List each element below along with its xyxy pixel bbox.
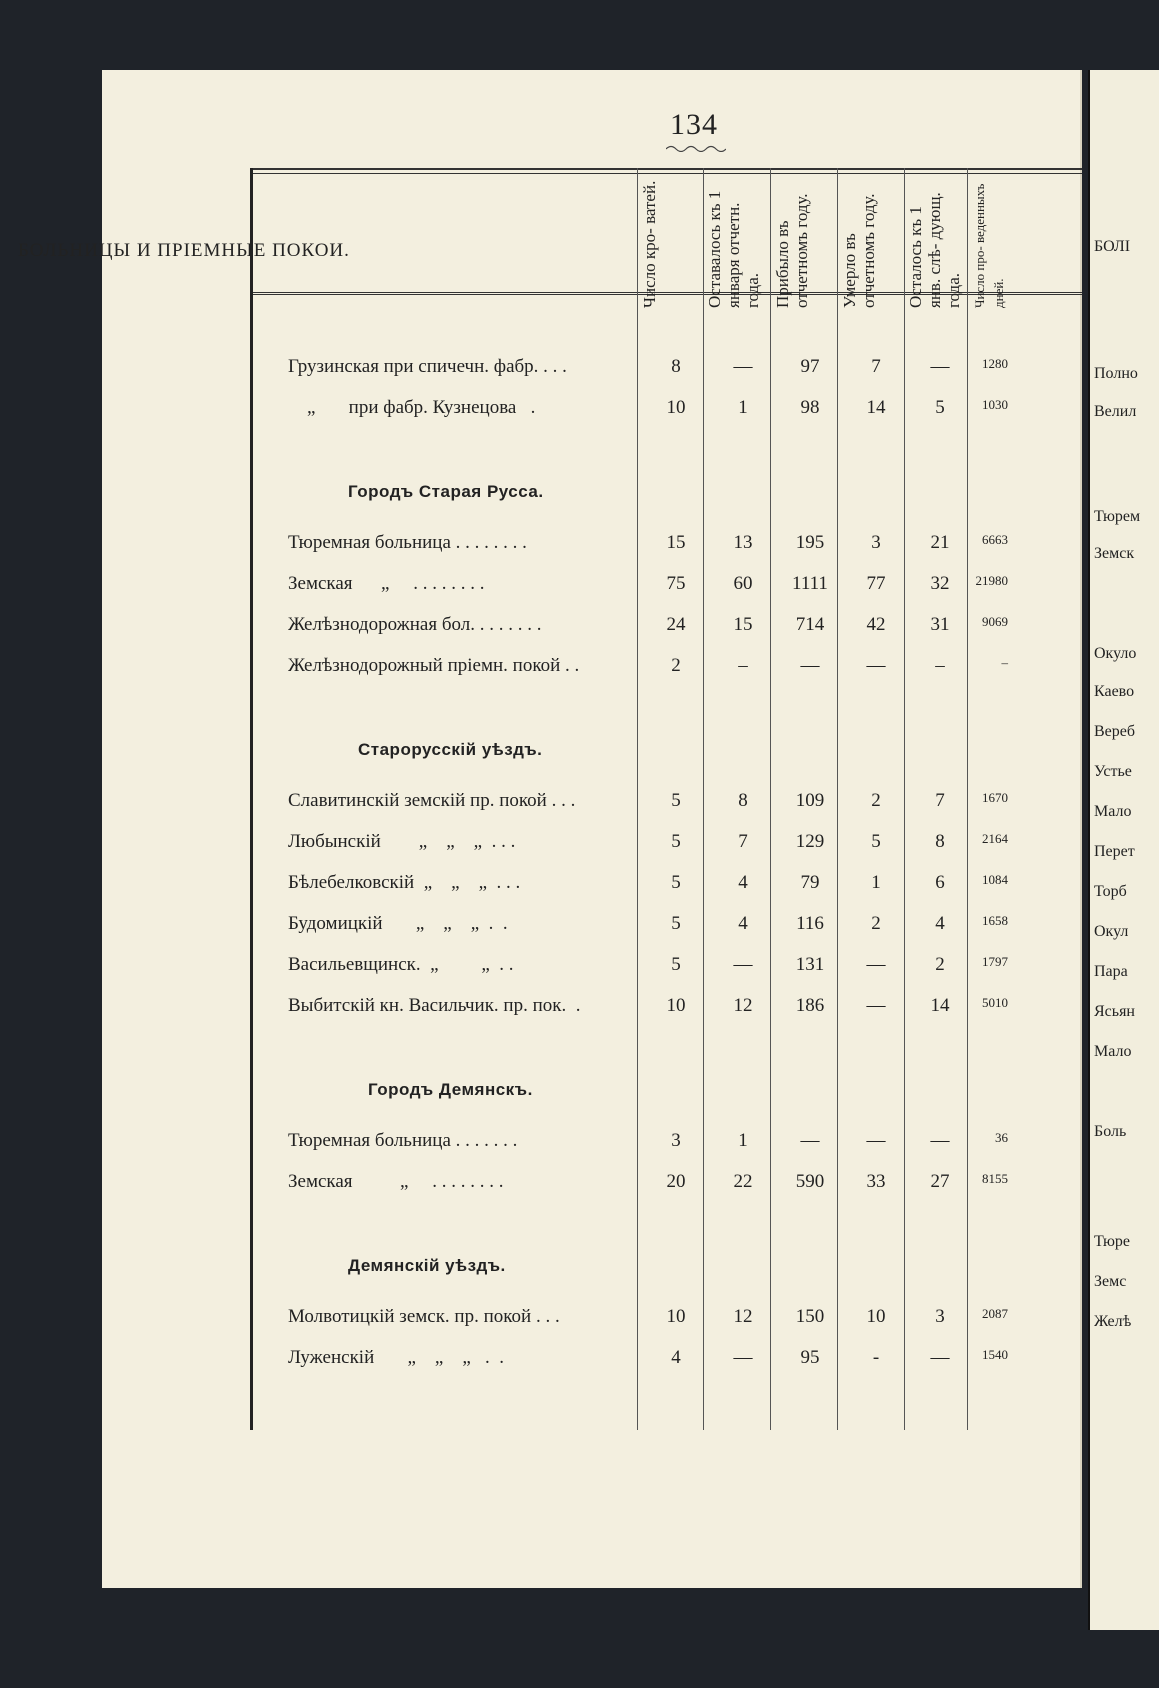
cell-value: 5 (671, 872, 681, 893)
column-header-1: Число кро- ватей. (640, 180, 659, 308)
row-label: Луженскій „ „ „ . . (288, 1347, 505, 1368)
section-heading: Городъ Демянскъ. (368, 1080, 533, 1099)
cell-value: - (872, 1347, 880, 1368)
row-label: Грузинская при спичечн. фабр. . . . (288, 356, 567, 377)
adjacent-page-fragment (1088, 70, 1159, 1630)
table-row (268, 614, 1078, 644)
adjacent-page-line: Торб (1094, 883, 1127, 900)
table-row (268, 532, 1078, 562)
cell-value: 10 (866, 1306, 886, 1327)
cell-value: 5 (671, 954, 681, 975)
cell-value: 1280 (982, 356, 1008, 371)
cell-value: 195 (795, 532, 825, 553)
cell-value: 5 (871, 831, 881, 852)
cell-value: 13 (733, 532, 753, 553)
row-label: „ при фабр. Кузнецова . (288, 397, 536, 418)
table-row (268, 913, 1078, 943)
cell-value: 10 (666, 995, 686, 1016)
cell-value: 6 (935, 872, 945, 893)
adjacent-page-line: Боль (1094, 1123, 1127, 1140)
cell-value: 5 (671, 913, 681, 934)
adjacent-page-line: Окуло (1094, 645, 1137, 662)
cell-value: 1670 (982, 790, 1008, 805)
cell-value: 10 (666, 397, 686, 418)
cell-value: 116 (796, 913, 824, 934)
table-row (268, 655, 1078, 685)
adjacent-page-line: Земс (1094, 1273, 1127, 1290)
adjacent-page-line: Устье (1094, 763, 1132, 780)
cell-value: — (866, 1130, 886, 1151)
cell-value: — (930, 1347, 950, 1368)
cell-value: 186 (795, 995, 825, 1016)
cell-value: 95 (800, 1347, 820, 1368)
cell-value: – (1001, 655, 1008, 670)
cell-value: — (733, 954, 753, 975)
cell-value: 77 (866, 573, 886, 594)
column-header-4: Умерло въ отчетномъ году. (840, 193, 878, 308)
cell-value: 8 (671, 356, 681, 377)
cell-value: 714 (795, 614, 825, 635)
cell-value: 5010 (982, 995, 1008, 1010)
cell-value: 131 (795, 954, 825, 975)
row-label: Тюремная больница . . . . . . . . (288, 532, 527, 553)
adjacent-page-line: Тюрем (1094, 508, 1141, 525)
cell-value: 4 (738, 872, 748, 893)
cell-value: 129 (795, 831, 825, 852)
cell-value: 1 (738, 397, 748, 418)
cell-value: 2 (935, 954, 945, 975)
adjacent-page-line: Земск (1094, 545, 1135, 562)
cell-value: — (930, 1130, 950, 1151)
table-row (268, 356, 1078, 386)
cell-value: 20 (666, 1171, 686, 1192)
cell-value: 5 (935, 397, 945, 418)
cell-value: 9069 (982, 614, 1008, 629)
adjacent-page-line: Ясьян (1094, 1003, 1135, 1020)
adjacent-page-line: Вереб (1094, 723, 1136, 740)
cell-value: — (866, 655, 886, 676)
table-row (268, 397, 1078, 427)
adjacent-page-line: Перет (1094, 843, 1135, 860)
cell-value: 8 (935, 831, 945, 852)
cell-value: 2 (671, 655, 681, 676)
cell-value: — (866, 995, 886, 1016)
table-row (268, 790, 1078, 820)
cell-value: 2164 (982, 831, 1008, 846)
cell-value: 1 (738, 1130, 748, 1151)
table-title: БОЛЬНИЦЫ И ПРІЕМНЫЕ ПОКОИ. (18, 240, 350, 261)
row-label: Васильевщинск. „ „ . . (288, 954, 514, 975)
cell-value: 7 (871, 356, 881, 377)
adjacent-page-line: Пара (1094, 963, 1128, 980)
cell-value: 10 (666, 1306, 686, 1327)
row-label: Тюремная больница . . . . . . . (288, 1130, 518, 1151)
column-header-3: Прибыло въ отчетномъ году. (773, 193, 811, 308)
adjacent-page-header: БОЛІ (1094, 238, 1131, 255)
cell-value: 1540 (982, 1347, 1008, 1362)
table-row (268, 995, 1078, 1025)
cell-value: 1 (871, 872, 881, 893)
cell-value: 1111 (792, 573, 828, 594)
cell-value: 21980 (975, 573, 1008, 588)
column-header-5: Осталось къ 1 янв. слѣ- дующ. года. (906, 192, 963, 308)
cell-value: — (930, 356, 950, 377)
cell-value: 75 (666, 573, 686, 594)
table-row (268, 1171, 1078, 1201)
table-row (268, 1306, 1078, 1336)
table-row (268, 1130, 1078, 1160)
adjacent-page-line: Мало (1094, 803, 1132, 820)
cell-value: 79 (800, 872, 820, 893)
cell-value: 3 (671, 1130, 681, 1151)
section-heading: Демянскій уѣздъ. (348, 1256, 506, 1275)
cell-value: 7 (738, 831, 748, 852)
row-label: Земская „ . . . . . . . . (288, 1171, 504, 1192)
cell-value: 42 (866, 614, 886, 635)
adjacent-page-line: Желѣ (1094, 1313, 1132, 1330)
cell-value: 150 (795, 1306, 825, 1327)
cell-value: 590 (795, 1171, 825, 1192)
table-row (268, 954, 1078, 984)
adjacent-page-line: Каево (1094, 683, 1135, 700)
cell-value: 1797 (982, 954, 1008, 969)
decorative-squiggle (666, 144, 726, 152)
table-row (268, 1347, 1078, 1377)
cell-value: 2 (871, 913, 881, 934)
cell-value: — (800, 1130, 820, 1151)
table-row (268, 831, 1078, 861)
adjacent-page-line: Велил (1094, 403, 1137, 420)
cell-value: 12 (733, 1306, 753, 1327)
table-row (268, 872, 1078, 902)
row-label: Молвотицкій земск. пр. покой . . . (288, 1306, 560, 1327)
column-header-6: Число про- веденныхъ дней. (972, 183, 1006, 308)
cell-value: 33 (866, 1171, 886, 1192)
cell-value: 22 (733, 1171, 753, 1192)
adjacent-page-line: Полно (1094, 365, 1138, 382)
cell-value: 21 (930, 532, 950, 553)
cell-value: 3 (935, 1306, 945, 1327)
cell-value: 1084 (982, 872, 1008, 887)
cell-value: 4 (935, 913, 945, 934)
cell-value: 2 (871, 790, 881, 811)
row-label: Желѣзнодорожная бол. . . . . . . . (288, 614, 542, 635)
cell-value: 2087 (982, 1306, 1008, 1321)
cell-value: 3 (871, 532, 881, 553)
cell-value: — (866, 954, 886, 975)
cell-value: 8 (738, 790, 748, 811)
cell-value: – (935, 655, 945, 676)
cell-value: 4 (738, 913, 748, 934)
adjacent-page-line: Тюре (1094, 1233, 1131, 1250)
cell-value: 109 (795, 790, 825, 811)
cell-value: 8155 (982, 1171, 1008, 1186)
cell-value: 15 (666, 532, 686, 553)
row-label: Любынскій „ „ „ . . . (288, 831, 516, 852)
cell-value: 31 (930, 614, 950, 635)
cell-value: – (738, 655, 748, 676)
cell-value: 1658 (982, 913, 1008, 928)
cell-value: 7 (935, 790, 945, 811)
cell-value: — (733, 356, 753, 377)
table-row (268, 573, 1078, 603)
cell-value: 4 (671, 1347, 681, 1368)
column-header-2: Оставалось къ 1 января отчетн. года. (705, 190, 762, 308)
cell-value: 15 (733, 614, 753, 635)
cell-value: 1030 (982, 397, 1008, 412)
cell-value: — (733, 1347, 753, 1368)
row-label: Славитинскій земскій пр. покой . . . (288, 790, 576, 811)
cell-value: 24 (666, 614, 686, 635)
cell-value: 27 (930, 1171, 950, 1192)
row-label: Бѣлебелковскій „ „ „ . . . (288, 872, 521, 893)
cell-value: 98 (800, 397, 820, 418)
row-label: Выбитскій кн. Васильчик. пр. пок. . (288, 995, 581, 1016)
row-label: Будомицкій „ „ „ . . (288, 913, 508, 934)
cell-value: 60 (733, 573, 753, 594)
cell-value: 97 (800, 356, 820, 377)
row-label: Желѣзнодорожный пріемн. покой . . (288, 655, 580, 676)
cell-value: — (800, 655, 820, 676)
section-heading: Городъ Старая Русса. (348, 482, 544, 501)
cell-value: 14 (930, 995, 950, 1016)
cell-value: 14 (866, 397, 886, 418)
row-label: Земская „ . . . . . . . . (288, 573, 485, 594)
cell-value: 6663 (982, 532, 1008, 547)
cell-value: 5 (671, 790, 681, 811)
cell-value: 32 (930, 573, 950, 594)
adjacent-page-line: Окул (1094, 923, 1129, 940)
page-number: 134 (670, 108, 718, 141)
section-heading: Старорусскій уѣздъ. (358, 740, 543, 759)
cell-value: 5 (671, 831, 681, 852)
cell-value: 12 (733, 995, 753, 1016)
adjacent-page-line: Мало (1094, 1043, 1132, 1060)
cell-value: 36 (995, 1130, 1008, 1145)
